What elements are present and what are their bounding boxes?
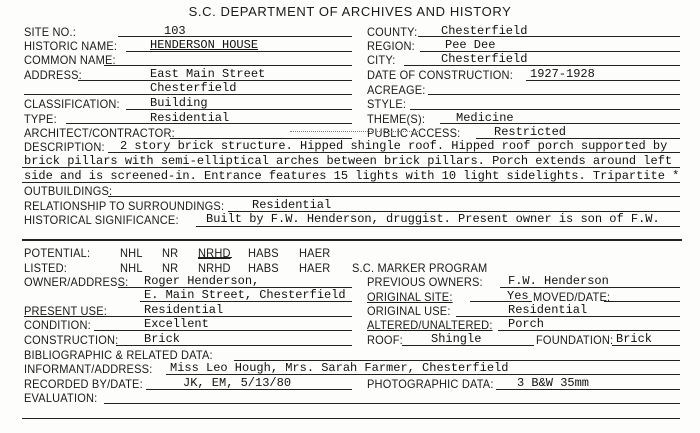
historic-name-label: HISTORIC NAME:: [24, 39, 118, 53]
construction-value: Brick: [144, 332, 181, 346]
owner-underline-1: [118, 287, 352, 288]
region-underline: [420, 51, 680, 52]
site-no-label: SITE NO.:: [24, 25, 76, 39]
address-underline-1: [78, 80, 352, 81]
recorded-by-label: RECORDED BY/DATE:: [24, 377, 143, 391]
acreage-label: ACREAGE:: [367, 83, 426, 97]
relationship-value: Residential: [252, 198, 332, 212]
photographic-data-label: PHOTOGRAPHIC DATA:: [367, 377, 494, 391]
classification-label: CLASSIFICATION:: [24, 97, 120, 111]
foundation-underline: [612, 345, 680, 346]
address-label: ADDRESS:: [24, 68, 82, 82]
type-underline: [66, 123, 352, 124]
evaluation-label: EVALUATION:: [24, 391, 98, 405]
type-value: Residential: [150, 111, 230, 125]
region-label: REGION:: [367, 39, 415, 53]
outbuildings-underline: [108, 196, 680, 197]
theme-label: THEME(S):: [367, 112, 426, 126]
informant-underline: [166, 374, 680, 375]
historic-name-value: HENDERSON HOUSE: [150, 38, 259, 52]
historical-significance-value: Built by F.W. Henderson, druggist. Present owner is son of F.W.: [206, 212, 660, 226]
style-underline: [410, 109, 680, 110]
owner-line2-value: E. Main Street, Chesterfield: [144, 288, 346, 302]
construction-label: CONSTRUCTION:: [24, 333, 119, 347]
marker-program-label: S.C. MARKER PROGRAM: [352, 261, 488, 275]
address-line1-value: East Main Street: [150, 67, 266, 81]
roof-value: Shingle: [431, 332, 482, 346]
county-label: COUNTY:: [367, 25, 418, 39]
listed-label: LISTED:: [24, 261, 68, 275]
description-underline-2: [22, 167, 680, 168]
previous-owners-label: PREVIOUS OWNERS:: [367, 275, 483, 289]
relationship-underline: [228, 211, 680, 212]
faint-dotted-rule: [290, 131, 420, 132]
original-site-underline: [470, 301, 532, 302]
evaluation-underline: [104, 403, 680, 404]
historic-name-underline: [126, 51, 352, 52]
recorded-by-value: JK, EM, 5/13/80: [183, 376, 292, 390]
original-use-value: Residential: [508, 303, 588, 317]
potential-nr: NR: [162, 246, 179, 260]
public-access-label: PUBLIC ACCESS:: [367, 126, 461, 140]
common-name-label: COMMON NAME:: [24, 53, 116, 67]
nrhd-underline: [198, 257, 232, 258]
description-underline-3: [22, 182, 680, 183]
public-access-underline: [476, 138, 680, 139]
original-site-value: Yes: [507, 289, 529, 303]
county-value: Chesterfield: [441, 24, 528, 38]
section-divider: [22, 239, 682, 241]
description-underline-1: [108, 152, 680, 153]
description-line-3: side and is screened-in. Entrance features 15 lights with 10 light sidelights. Tripartite *: [24, 169, 680, 183]
present-use-underline: [104, 316, 352, 317]
description-line-2: brick pillars with semi-elliptical arches between brick pillars. Porch extends around left: [24, 154, 673, 168]
potential-haer: HAER: [299, 246, 331, 260]
site-no-underline: [118, 36, 352, 37]
description-line-1: 2 story brick structure. Hipped shingle roof. Hipped roof porch supported by: [120, 139, 668, 153]
city-value: Chesterfield: [441, 52, 528, 66]
owner-underline-2: [140, 301, 352, 302]
foundation-label: FOUNDATION:: [536, 333, 614, 347]
style-label: STYLE:: [367, 97, 407, 111]
listed-nrhd: NRHD: [198, 261, 231, 275]
present-use-label: PRESENT USE:: [24, 304, 107, 318]
potential-nhl: NHL: [120, 246, 143, 260]
date-of-construction-label: DATE OF CONSTRUCTION:: [367, 68, 513, 82]
type-label: TYPE:: [24, 112, 57, 126]
foundation-value: Brick: [616, 332, 653, 346]
address-underline-2: [24, 94, 352, 95]
original-use-underline: [456, 316, 680, 317]
date-of-construction-value: 1927-1928: [530, 67, 595, 81]
condition-label: CONDITION:: [24, 318, 91, 332]
construction-underline: [116, 345, 352, 346]
classification-value: Building: [150, 96, 208, 110]
recorded-by-underline: [146, 389, 352, 390]
potential-nrhd: NRHD: [198, 246, 231, 260]
previous-owners-value: F.W. Henderson: [508, 274, 609, 288]
site-no-value: 103: [164, 24, 186, 38]
public-access-value: Restricted: [494, 125, 567, 139]
common-name-underline: [104, 65, 352, 66]
page-title: S.C. DEPARTMENT OF ARCHIVES AND HISTORY: [188, 4, 512, 19]
informant-label: INFORMANT/ADDRESS:: [24, 362, 153, 376]
historical-significance-underline: [196, 226, 680, 227]
acreage-underline: [428, 94, 680, 95]
roof-underline: [402, 345, 534, 346]
listed-habs: HABS: [248, 261, 279, 275]
evaluation-underline-2: [22, 418, 680, 419]
moved-date-label: MOVED/DATE:: [533, 290, 611, 304]
relationship-label: RELATIONSHIP TO SURROUNDINGS:: [24, 199, 225, 213]
date-underline: [526, 80, 680, 81]
description-label: DESCRIPTION:: [24, 140, 105, 154]
moved-date-underline: [604, 301, 680, 302]
listed-haer: HAER: [299, 261, 331, 275]
architect-underline: [170, 138, 352, 139]
address-line2-value: Chesterfield: [150, 81, 237, 95]
bibliographic-label: BIBLIOGRAPHIC & RELATED DATA:: [24, 348, 213, 362]
potential-habs: HABS: [248, 246, 279, 260]
owner-address-label: OWNER/ADDRESS:: [24, 275, 129, 289]
altered-value: Porch: [508, 317, 545, 331]
owner-line1-value: Roger Henderson,: [144, 274, 260, 288]
informant-value: Miss Leo Hough, Mrs. Sarah Farmer, Chesterfield: [170, 361, 509, 375]
county-underline: [418, 36, 680, 37]
original-use-label: ORIGINAL USE:: [367, 304, 451, 318]
region-value: Pee Dee: [445, 38, 496, 52]
theme-value: Medicine: [456, 111, 514, 125]
condition-underline: [94, 330, 352, 331]
altered-label: ALTERED/UNALTERED:: [367, 318, 493, 332]
condition-value: Excellent: [144, 317, 209, 331]
bibliographic-underline: [234, 360, 680, 361]
city-label: CITY:: [367, 53, 396, 67]
photographic-data-underline: [496, 389, 680, 390]
classification-underline: [126, 109, 352, 110]
listed-nhl: NHL: [120, 261, 143, 275]
potential-label: POTENTIAL:: [24, 246, 91, 260]
historical-significance-label: HISTORICAL SIGNIFICANCE:: [24, 213, 179, 227]
altered-underline: [498, 330, 680, 331]
previous-owners-underline: [500, 287, 680, 288]
city-underline: [404, 65, 680, 66]
photographic-data-value: 3 B&W 35mm: [517, 376, 590, 390]
architect-label: ARCHITECT/CONTRACTOR:: [24, 126, 175, 140]
roof-label: ROOF:: [367, 333, 403, 347]
listed-nr: NR: [162, 261, 179, 275]
original-site-label: ORIGINAL SITE:: [367, 290, 453, 304]
theme-underline: [440, 123, 680, 124]
outbuildings-label: OUTBUILDINGS:: [24, 184, 113, 198]
present-use-value: Residential: [144, 303, 224, 317]
